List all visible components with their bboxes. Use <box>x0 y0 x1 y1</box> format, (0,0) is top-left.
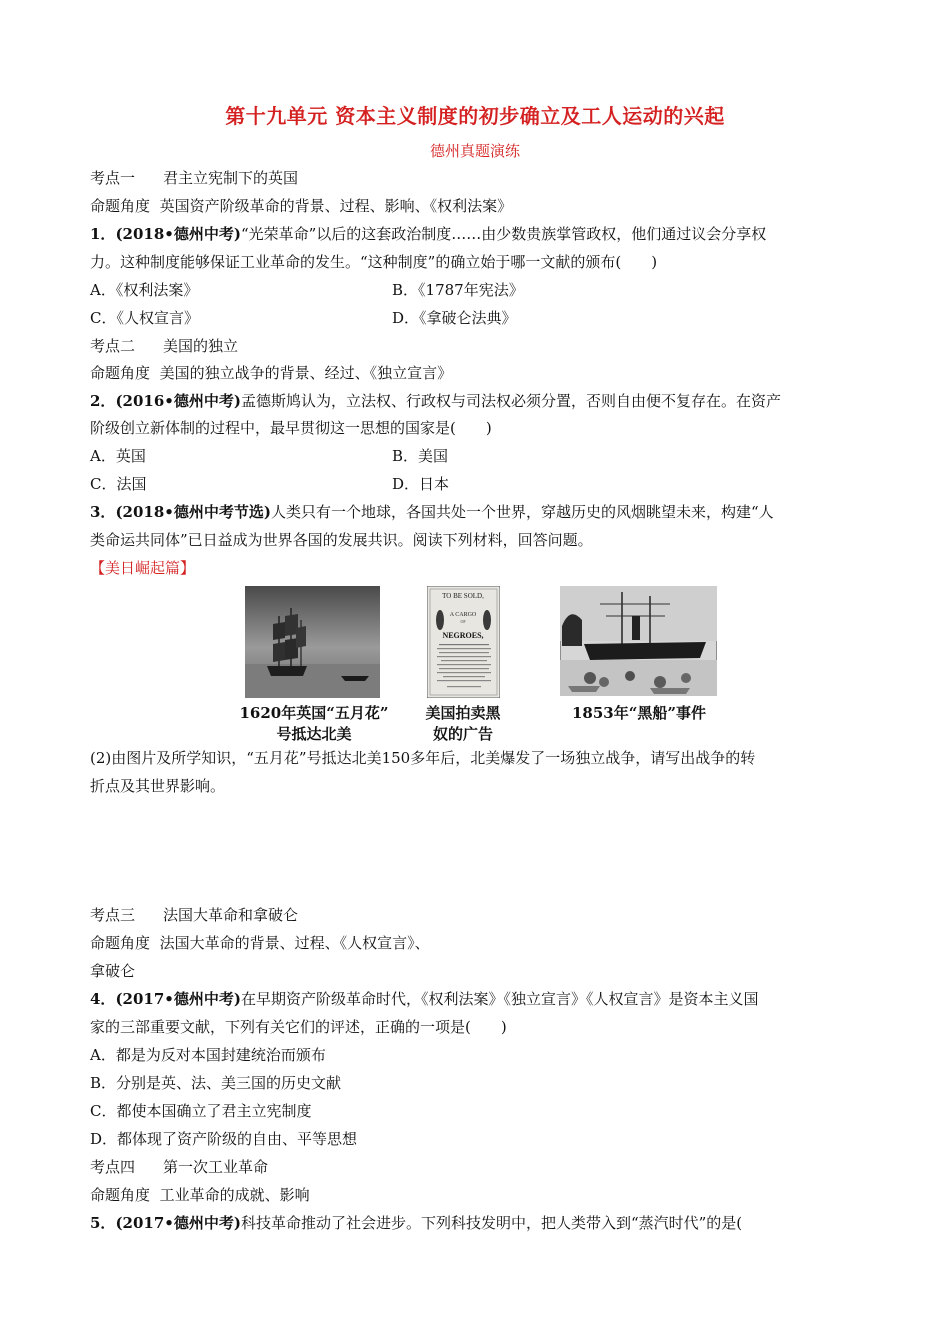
question-source: (2018•德州中考) <box>115 225 241 243</box>
question-3-line-2: 类命运共同体”已日益成为世界各国的发展共识。阅读下列材料，回答问题。 <box>90 531 593 549</box>
angle-2 <box>90 363 452 383</box>
question-1-line-1 <box>90 224 766 244</box>
angle-text: 美国的独立战争的背景、经过、《独立宣言》 <box>159 364 453 382</box>
angle-4 <box>90 1185 310 1205</box>
option-c: C．都使本国确立了君主立宪制度 <box>90 1102 312 1120</box>
question-3-sub-2-line-1 <box>90 748 755 768</box>
ad-line: A CARGO <box>449 612 477 618</box>
question-number: 2． <box>90 392 116 410</box>
question-number: 5． <box>90 1214 116 1232</box>
caption-line: 1620年英国“五月花” <box>239 704 389 722</box>
ad-line: NEGROES, <box>442 631 484 640</box>
option-c: C．《人权宣言》 <box>90 309 199 327</box>
question-text: 孟德斯鸠认为，立法权、行政权与司法权必须分置，否则自由便不复存在。在资产 <box>240 392 781 410</box>
angle-label: 命题角度 <box>90 197 151 215</box>
caption-line: 号抵达北美 <box>276 725 352 743</box>
caption-line: 奴的广告 <box>432 725 493 743</box>
topic-label: 考点三 <box>90 906 136 924</box>
angle-label: 命题角度 <box>90 364 151 382</box>
angle-text: 英国资产阶级革命的背景、过程、影响、《权利法案》 <box>159 197 513 215</box>
option-a: A．英国 <box>90 447 146 465</box>
question-text: 人类只有一个地球，各国共处一个世界，穿越历史的风烟眺望未来，构建“人 <box>270 503 774 521</box>
question-4-line-2: 家的三部重要文献，下列有关它们的评述，正确的一项是( ) <box>90 1018 507 1036</box>
option-a: A．《权利法案》 <box>90 281 199 299</box>
option-b: B．分别是英、法、美三国的历史文献 <box>90 1074 342 1092</box>
question-text: “光荣革命”以后的这套政治制度……由少数贵族掌管政权，他们通过议会分享权 <box>240 225 767 243</box>
ad-line: TO BE SOLD, <box>442 592 484 600</box>
question-source: (2017•德州中考) <box>115 990 241 1008</box>
option-a: A．都是为反对本国封建统治而颁布 <box>90 1046 326 1064</box>
angle-3-continued: 拿破仑 <box>90 962 136 980</box>
question-text: (2)由图片及所学知识，“五月花”号抵达北美150多年后，北美爆发了一场独立战争，请写出战争的转 <box>90 749 756 767</box>
option-d: D．《拿破仑法典》 <box>392 309 517 327</box>
question-text: 在早期资产阶级革命时代，《权利法案》《独立宣言》《人权宣言》是资本主义国 <box>240 990 759 1008</box>
topic-label: 考点一 <box>90 169 136 187</box>
topic-4 <box>90 1157 268 1177</box>
option-b: B．美国 <box>392 447 449 465</box>
option-d: D．都体现了资产阶级的自由、平等思想 <box>90 1130 358 1148</box>
question-number: 3． <box>90 503 116 521</box>
topic-text: 法国大革命和拿破仑 <box>163 906 299 924</box>
question-2-line-2: 阶级创立新体制的过程中，最早贯彻这一思想的国家是( ) <box>90 419 492 437</box>
topic-text: 美国的独立 <box>163 337 239 355</box>
question-source: (2016•德州中考) <box>115 392 241 410</box>
angle-label: 命题角度 <box>90 1186 151 1204</box>
angle-3 <box>90 933 430 953</box>
topic-text: 君主立宪制下的英国 <box>163 169 299 187</box>
option-d: D．日本 <box>392 475 450 493</box>
angle-label: 命题角度 <box>90 934 151 952</box>
unit-title: 第十九单元 资本主义制度的初步确立及工人运动的兴起 <box>225 104 725 128</box>
option-c: C．法国 <box>90 475 147 493</box>
question-4-line-1 <box>90 989 758 1009</box>
question-1-line-2: 力。这种制度能够保证工业革命的发生。“这种制度”的确立始于哪一文献的颁布( ) <box>90 253 658 271</box>
topic-2 <box>90 336 238 356</box>
angle-1 <box>90 196 512 216</box>
topic-1 <box>90 168 298 188</box>
question-2-line-1 <box>90 391 781 411</box>
topic-text: 第一次工业革命 <box>163 1158 269 1176</box>
question-3-sub-2-line-2: 折点及其世界影响。 <box>90 777 226 795</box>
question-number: 1． <box>90 225 116 243</box>
topic-label: 考点二 <box>90 337 136 355</box>
caption-slave-ad <box>413 703 513 745</box>
black-ships-image <box>560 586 717 696</box>
question-number: 4． <box>90 990 116 1008</box>
section-heading: 【美日崛起篇】 <box>90 559 196 577</box>
question-source: (2017•德州中考) <box>115 1214 241 1232</box>
caption-mayflower <box>228 703 400 745</box>
question-text: 科技革命推动了社会进步。下列科技发明中，把人类带入到“蒸汽时代”的是( <box>240 1214 743 1232</box>
option-b: B．《1787年宪法》 <box>392 281 524 299</box>
angle-text: 工业革命的成就、影响 <box>159 1186 310 1204</box>
slave-auction-ad-image <box>427 586 500 698</box>
topic-label: 考点四 <box>90 1158 136 1176</box>
question-source: (2018•德州中考节选) <box>115 503 271 521</box>
ad-line: OF <box>460 619 466 624</box>
caption-line: 美国拍卖黑 <box>425 704 501 722</box>
mayflower-image <box>245 586 380 698</box>
topic-3 <box>90 905 298 925</box>
question-3-line-1 <box>90 502 774 522</box>
question-5-line-1 <box>90 1213 742 1233</box>
angle-text: 法国大革命的背景、过程、《人权宣言》、 <box>159 934 430 952</box>
section-subtitle: 德州真题演练 <box>429 142 520 160</box>
caption-black-ships: 1853年“黑船”事件 <box>571 704 706 722</box>
